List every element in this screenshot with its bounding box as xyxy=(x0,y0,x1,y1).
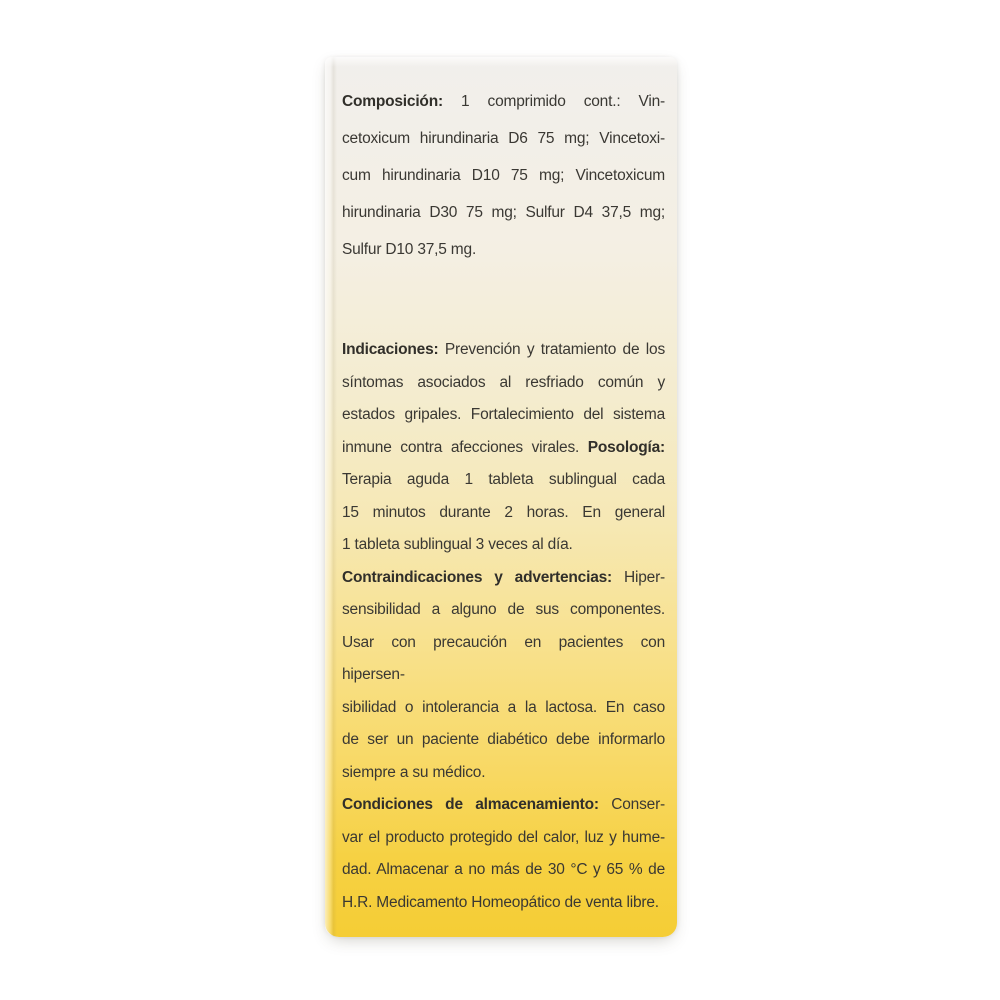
text-line xyxy=(342,334,665,367)
body-text: Usar con precaución en pacientes con hipersen- xyxy=(342,633,665,683)
body-text: cum hirundinaria D10 75 mg; Vincetoxicum xyxy=(342,167,665,184)
text-line xyxy=(342,562,665,595)
section-heading-text: Indicaciones: xyxy=(342,341,439,358)
text-line xyxy=(342,231,665,268)
section-contraindicaciones xyxy=(342,562,665,790)
section-heading-text: Posología: xyxy=(587,438,665,456)
body-text: Terapia aguda 1 tableta sublingual cada xyxy=(342,471,665,488)
text-line xyxy=(342,399,665,432)
text-line xyxy=(342,464,665,497)
text-line xyxy=(342,789,665,822)
body-text: inmune contra afecciones virales. xyxy=(342,438,588,456)
section-condiciones xyxy=(342,789,665,919)
body-text: var el producto protegido del calor, luz y hume- xyxy=(342,828,665,846)
body-text: Conser- xyxy=(598,796,665,813)
text-line xyxy=(342,757,665,790)
body-text: H.R. Medicamento Homeopático de venta libre. xyxy=(342,893,659,911)
body-text: sibilidad o intolerancia a la lactosa. En caso xyxy=(342,698,665,716)
text-line xyxy=(342,194,665,231)
body-text: estados gripales. Fortalecimiento del sistema xyxy=(342,406,665,423)
section-composicion xyxy=(342,83,665,268)
body-text: 1 comprimido cont.: Vin- xyxy=(442,93,665,110)
text-line xyxy=(342,822,665,855)
text-line xyxy=(342,627,665,692)
text-line xyxy=(342,157,665,194)
body-text: cetoxicum hirundinaria D6 75 mg; Vincetoxi- xyxy=(342,130,665,147)
body-text: Sulfur D10 37,5 mg. xyxy=(342,241,477,258)
body-text: síntomas asociados al resfriado común y xyxy=(342,373,665,391)
body-text: 15 minutos durante 2 horas. En general xyxy=(342,503,665,521)
product-box xyxy=(325,57,677,937)
body-text: 1 tableta sublingual 3 veces al día. xyxy=(342,536,573,553)
text-line xyxy=(342,529,665,562)
body-text: sensibilidad a alguno de sus componentes. xyxy=(342,601,665,618)
text-line xyxy=(342,594,665,627)
section-heading-text: Condiciones de almacenamiento: xyxy=(342,796,599,813)
text-line xyxy=(342,887,665,920)
text-line xyxy=(342,497,665,530)
body-text: dad. Almacenar a no más de 30 °C y 65 % de xyxy=(342,861,665,878)
body-text: de ser un paciente diabético debe informarlo xyxy=(342,731,665,748)
section-heading-text: Composición: xyxy=(342,93,443,110)
text-line xyxy=(342,692,665,725)
text-line xyxy=(342,432,665,465)
text-line xyxy=(342,854,665,887)
body-text: Prevención y tratamiento de los xyxy=(438,341,665,358)
label-text xyxy=(342,83,665,919)
text-line xyxy=(342,83,665,120)
section-heading-text: Contraindicaciones y advertencias: xyxy=(342,568,612,586)
text-line xyxy=(342,367,665,400)
body-text: hirundinaria D30 75 mg; Sulfur D4 37,5 mg; xyxy=(342,204,665,221)
section-indicaciones xyxy=(342,334,665,562)
text-line xyxy=(342,120,665,157)
body-text: Hiper- xyxy=(612,568,665,586)
text-line xyxy=(342,724,665,757)
body-text: siempre a su médico. xyxy=(342,763,486,781)
